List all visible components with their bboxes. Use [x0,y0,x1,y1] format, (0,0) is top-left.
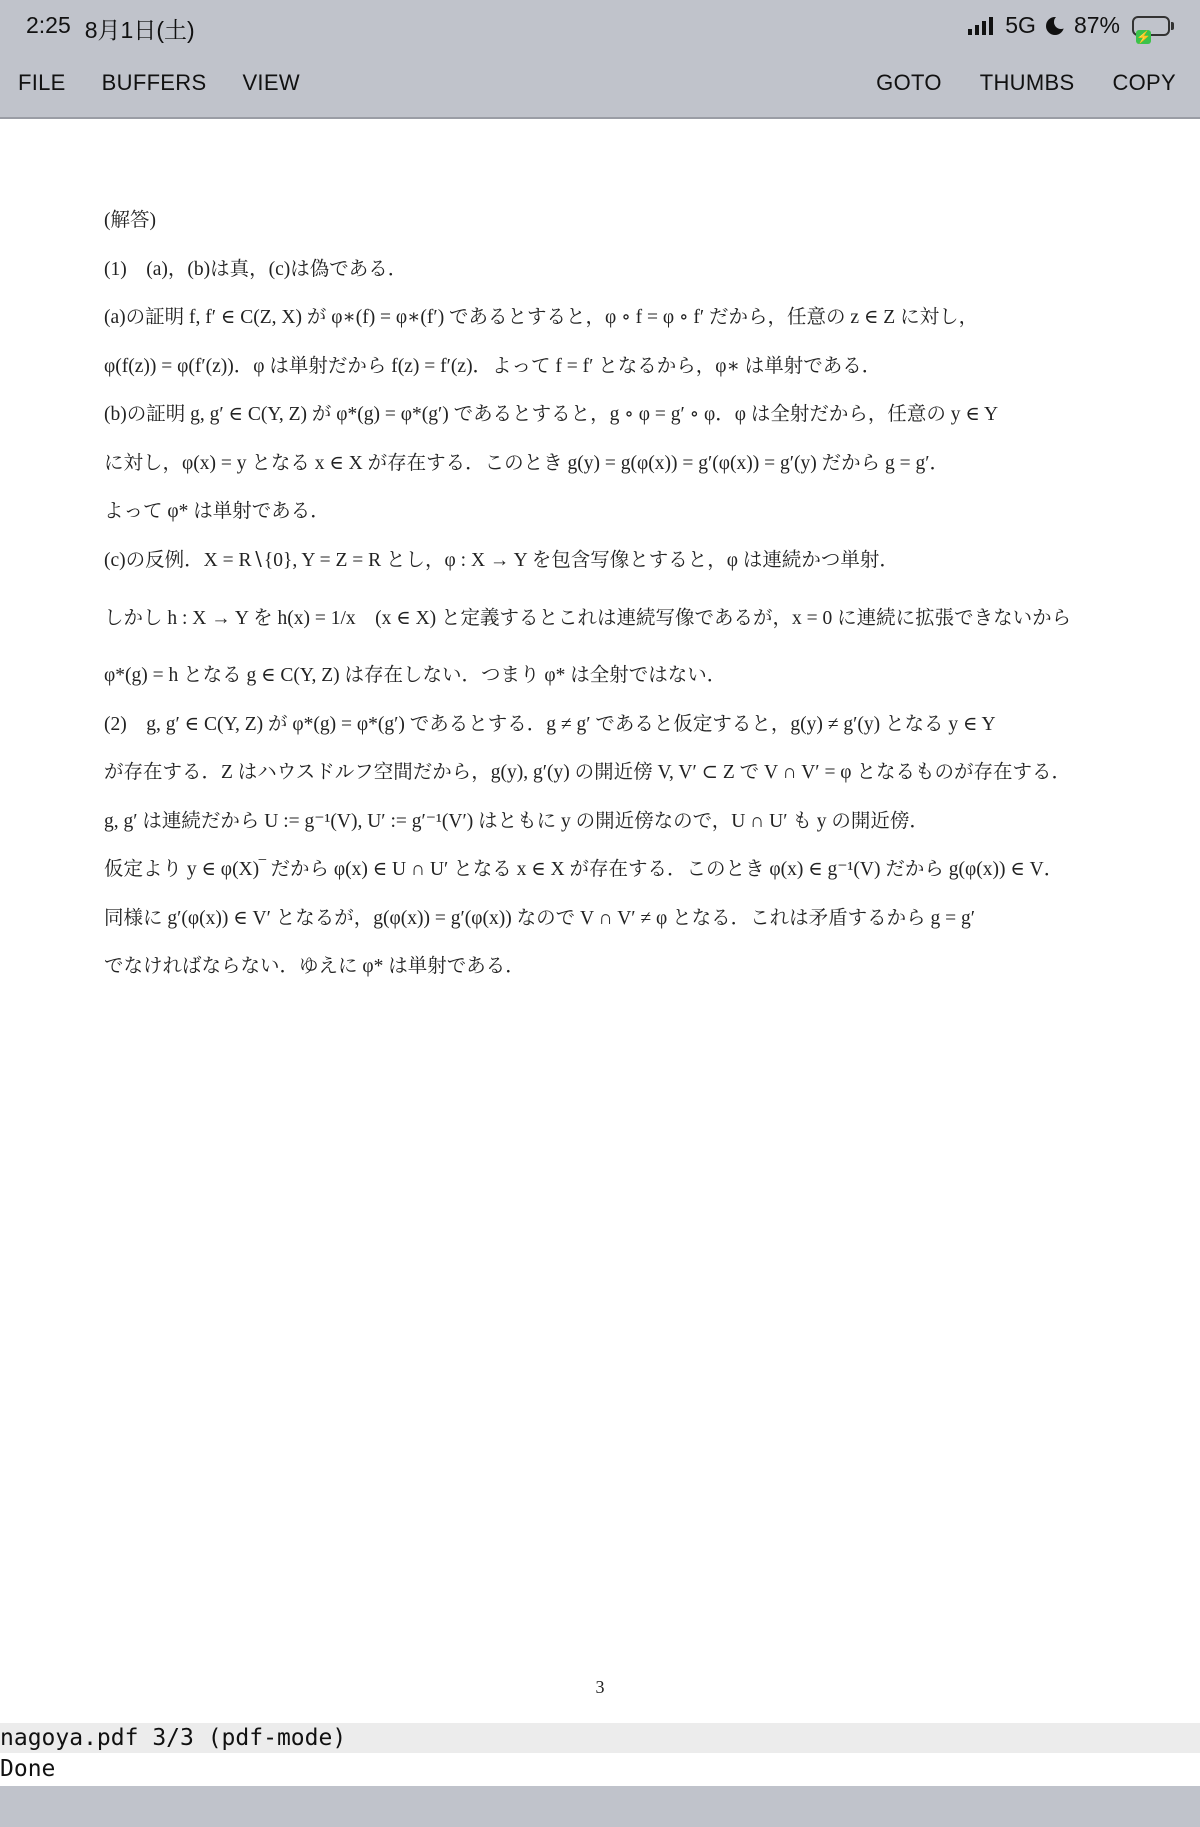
doc-line: でなければならない．ゆえに φ* は単射である． [104,956,525,977]
menu-view[interactable]: VIEW [242,70,300,95]
mode-line: nagoya.pdf 3/3 (pdf-mode) [0,1723,1200,1753]
bottom-strip [0,1786,1200,1827]
pdf-page[interactable] [0,119,1200,1723]
moon-icon [1046,17,1064,35]
doc-line: (a)の証明 f, f′ ∈ C(Z, X) が φ∗(f) = φ∗(f′) であるとすると，φ ∘ f = φ ∘ f′ だから，任意の z ∈ Z に対し， [104,307,979,328]
menu-thumbs[interactable]: THUMBS [979,70,1075,95]
doc-line: しかし h : X → Y を h(x) = 1/x (x ∈ X) と定義するとこれは連続写像であるが，x = 0 に連続に拡張できないから [104,608,1072,629]
battery-percent: 87% [1073,12,1120,38]
doc-line: が存在する．Z はハウスドルフ空間だから，g(y), g′(y) の開近傍 V, V′ ⊂ Z で V ∩ V′ = φ となるものが存在する． [104,762,1071,783]
doc-line: に対し，φ(x) = y となる x ∈ X が存在する．このとき g(y) = g(φ(x)) = g′(φ(x)) = g′(y) だから g = g′． [104,452,949,474]
network-label: 5G [1005,12,1036,38]
battery-icon [1132,16,1174,44]
status-date: 8月1日(土) [84,17,195,43]
top-bar [0,0,1200,119]
doc-line: よって φ* は単射である． [104,501,330,522]
echo-area[interactable]: Done [0,1753,1200,1786]
battery-fill: ⚡ [1136,29,1151,44]
document-body [104,197,1144,992]
menu-bar [0,66,1200,102]
menu-copy[interactable]: COPY [1112,70,1176,95]
doc-heading: (解答) [104,210,156,231]
doc-line: φ*(g) = h となる g ∈ C(Y, Z) は存在しない．つまり φ* は全射ではない． [104,665,727,686]
status-bar [0,0,1200,50]
doc-line: (c)の反例．X = R∖{0}, Y = Z = R とし，φ : X → Y を包含写像とすると，φ は連続かつ単射． [104,549,899,571]
status-left [26,12,195,45]
doc-line: φ(f(z)) = φ(f′(z))．φ は単射だから f(z) = f′(z)．よって f = f′ となるから，φ∗ は単射である． [104,355,882,377]
doc-line: (b)の証明 g, g′ ∈ C(Y, Z) が φ*(g) = φ*(g′) であるとすると，g ∘ φ = g′ ∘ φ．φ は全射だから，任意の y ∈ Y [104,404,999,425]
doc-line: 同様に g′(φ(x)) ∈ V′ となるが，g(φ(x)) = g′(φ(x)) なので V ∩ V′ ≠ φ となる．これは矛盾するから g = g′ [104,907,976,929]
page-number: 3 [595,1677,605,1697]
status-right [968,12,1174,44]
signal-icon [968,17,993,35]
doc-line: (1) (a)，(b)は真，(c)は偽である． [104,258,408,280]
doc-line: 仮定より y ∈ φ(X)‾ だから φ(x) ∈ U ∩ U′ となる x ∈ X が存在する．このとき φ(x) ∈ g⁻¹(V) だから g(φ(x)) ∈ V． [104,859,1064,880]
status-time: 2:25 [26,12,71,38]
doc-line: g, g′ は連続だから U := g⁻¹(V), U′ := g′⁻¹(V′) はともに y の開近傍なので，U ∩ U′ も y の開近傍． [104,810,929,832]
menu-goto[interactable]: GOTO [876,70,942,95]
menu-file[interactable]: FILE [18,70,66,95]
menu-buffers[interactable]: BUFFERS [101,70,207,95]
doc-line: (2) g, g′ ∈ C(Y, Z) が φ*(g) = φ*(g′) であるとする．g ≠ g′ であると仮定すると，g(y) ≠ g′(y) となる y ∈ Y [104,713,996,735]
